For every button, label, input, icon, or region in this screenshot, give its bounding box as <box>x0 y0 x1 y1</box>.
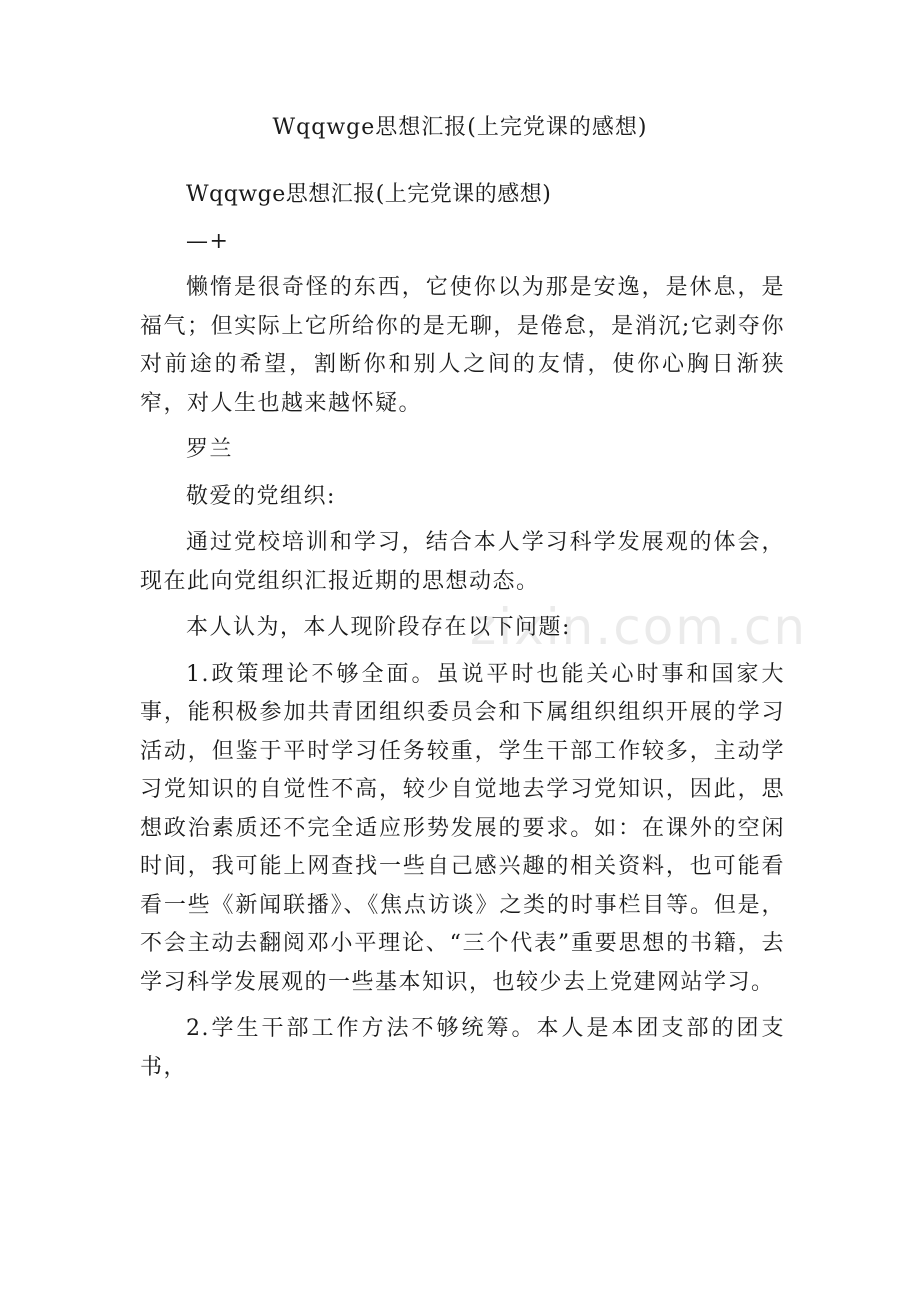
issue-1-paragraph: 1.政策理论不够全面。虽说平时也能关心时事和国家大事，能积极参加共青团组织委员会和下属组织组织开展的学习活动，但鉴于平时学习任务较重，学生干部工作较多，主动学习党知识的自觉性不高，较少自觉地去学习党知识，因此，思想政治素质还不完全适应形势发展的要求。如：在课外的空闲时间，我可能上网查找一些自己感兴趣的相关资料，也可能看看一些《新闻联播》、《焦点访谈》之类的时事栏目等。但是，不会主动去翻阅邓小平理论、“三个代表”重要思想的书籍，去学习科学发展观的一些基本知识，也较少去上党建网站学习。 <box>140 661 785 995</box>
issue-2-paragraph: 2.学生干部工作方法不够统筹。本人是本团支部的团支书， <box>140 1016 785 1080</box>
quote-paragraph: 懒惰是很奇怪的东西，它使你以为那是安逸，是休息，是福气；但实际上它所给你的是无聊，是倦怠，是消沉;它剥夺你对前途的希望，割断你和别人之间的友情，使你心胸日渐狭窄，对人生也越来越怀疑。 <box>140 275 785 416</box>
salutation: 敬爱的党组织: <box>186 483 336 509</box>
intro-paragraph: 通过党校培训和学习，结合本人学习科学发展观的体会，现在此向党组织汇报近期的思想动态。 <box>140 530 785 594</box>
separator-paragraph: —+ <box>186 228 230 254</box>
subtitle-paragraph: Wqqwge思想汇报(上完党课的感想) <box>186 182 552 207</box>
document-body <box>140 176 785 1095</box>
issues-intro-paragraph: 本人认为，本人现阶段存在以下问题: <box>186 615 571 640</box>
watermark-text: zixin.com.cn <box>470 598 808 656</box>
document-title: Wqqwge思想汇报(上完党课的感想) <box>272 115 648 140</box>
quote-author: 罗兰 <box>186 437 234 462</box>
